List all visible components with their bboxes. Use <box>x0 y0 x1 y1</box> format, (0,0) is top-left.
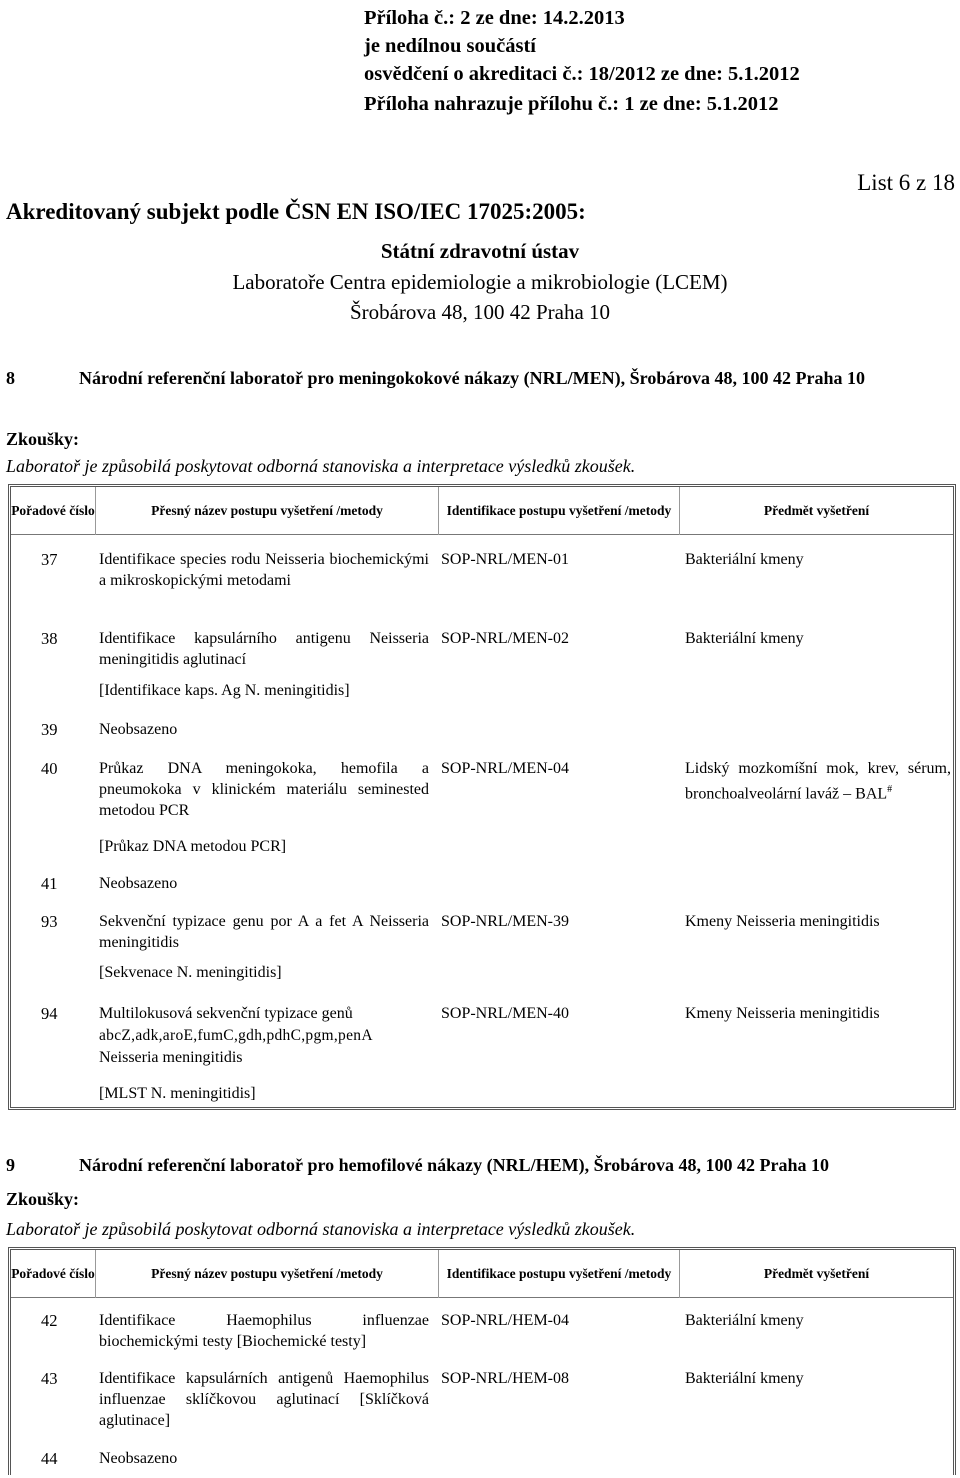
column-divider <box>679 487 680 535</box>
column-divider <box>679 1250 680 1298</box>
row-number: 94 <box>41 1004 58 1023</box>
accredited-subject-heading: Akreditovaný subjekt podle ČSN EN ISO/IEC 17025:2005: <box>6 199 586 224</box>
column-divider <box>95 487 96 535</box>
examination-subject: Bakteriální kmeny <box>685 630 804 647</box>
section-8-number: 8 <box>6 368 15 388</box>
section-8-title: Národní referenční laboratoř pro meningokokové nákazy (NRL/MEN), Šrobárova 48, 100 42 Praha 10 <box>79 368 866 388</box>
row-number: 44 <box>41 1449 58 1468</box>
section-8-table <box>8 484 956 1110</box>
header-subject: Předmět vyšetření <box>763 503 870 518</box>
method-gene-list: abcZ,adk,aroE,fumC,gdh,pdhC,pgm,penA <box>99 1027 373 1044</box>
annex-replaces: Příloha nahrazuje přílohu č.: 1 ze dne: 5.1.2012 <box>364 93 779 115</box>
row-number: 93 <box>41 912 58 931</box>
row-number: 39 <box>41 720 58 739</box>
method-name: Identifikace species rodu Neisseria biochemickými a mikroskopickými metodami <box>99 551 429 589</box>
method-id: SOP-NRL/HEM-04 <box>441 1312 570 1329</box>
header-method-id: Identifikace postupu vyšetření /metody <box>446 1266 672 1281</box>
section-9-table <box>8 1247 956 1475</box>
examination-subject: Bakteriální kmeny <box>685 1312 804 1329</box>
column-divider <box>438 487 439 535</box>
subject-text: Lidský mozkomíšní mok, krev, sérum, bronchoalveolární laváž – BAL <box>685 760 951 803</box>
row-number: 38 <box>41 629 58 648</box>
method-short-name: [MLST N. meningitidis] <box>99 1085 256 1102</box>
column-divider <box>438 1250 439 1298</box>
method-organism: Neisseria meningitidis <box>99 1049 243 1066</box>
row-number: 40 <box>41 759 58 778</box>
method-id: SOP-NRL/MEN-01 <box>441 551 570 568</box>
examination-subject: Bakteriální kmeny <box>685 1370 804 1387</box>
method-name: Identifikace Haemophilus influenzae biochemickými testy [Biochemické testy] <box>99 1312 429 1350</box>
section-9-statement: Laboratoř je způsobilá poskytovat odborná stanoviska a interpretace výsledků zkoušek. <box>6 1219 636 1239</box>
method-name: Neobsazeno <box>99 1450 178 1467</box>
header-order: Pořadové číslo <box>11 503 95 518</box>
method-name: Identifikace kapsulárního antigenu Neisseria meningitidis aglutinací <box>99 630 429 668</box>
accreditation-certificate: osvědčení o akreditaci č.: 18/2012 ze dne: 5.1.2012 <box>364 63 800 85</box>
method-name: Neobsazeno <box>99 875 178 892</box>
institution-name: Státní zdravotní ústav <box>380 239 580 263</box>
header-subject: Předmět vyšetření <box>763 1266 870 1281</box>
method-name: Sekvenční typizace genu por A a fet A Neisseria meningitidis <box>99 913 429 951</box>
header-method-name: Přesný název postupu vyšetření /metody <box>151 1266 383 1281</box>
examination-subject: Kmeny Neisseria meningitidis <box>685 1005 880 1022</box>
section-9-title: Národní referenční laboratoř pro hemofilové nákazy (NRL/HEM), Šrobárova 48, 100 42 Praha 10 <box>79 1155 829 1175</box>
row-number: 43 <box>41 1369 58 1388</box>
table-header-row <box>11 1250 953 1298</box>
section-9-number: 9 <box>6 1155 15 1175</box>
annex-part-of: je nedílnou součástí <box>364 35 536 57</box>
method-id: SOP-NRL/MEN-04 <box>441 760 570 777</box>
method-id: SOP-NRL/HEM-08 <box>441 1370 570 1387</box>
method-name: Identifikace kapsulárních antigenů Haemophilus influenzae sklíčkovou aglutinací [Sklíčková aglutinace] <box>99 1370 429 1429</box>
examination-subject: Bakteriální kmeny <box>685 551 804 568</box>
table-header-row <box>11 487 953 535</box>
row-number: 41 <box>41 874 58 893</box>
method-name: Neobsazeno <box>99 721 178 738</box>
institution-address: Šrobárova 48, 100 42 Praha 10 <box>349 300 611 324</box>
institution-department: Laboratoře Centra epidemiologie a mikrobiologie (LCEM) <box>232 270 728 294</box>
examination-subject: Kmeny Neisseria meningitidis <box>685 913 880 930</box>
annex-number: Příloha č.: 2 ze dne: 14.2.2013 <box>364 7 625 29</box>
header-method-id: Identifikace postupu vyšetření /metody <box>446 503 672 518</box>
method-short-name: [Průkaz DNA metodou PCR] <box>99 838 287 855</box>
section-8-tests-label: Zkoušky: <box>6 429 80 449</box>
method-name: Multilokusová sekvenční typizace genů <box>99 1005 353 1022</box>
method-short-name: [Sekvenace N. meningitidis] <box>99 964 282 981</box>
row-number: 37 <box>41 550 58 569</box>
section-8-statement: Laboratoř je způsobilá poskytovat odborná stanoviska a interpretace výsledků zkoušek. <box>6 456 636 476</box>
method-name: Průkaz DNA meningokoka, hemofila a pneumokoka v klinickém materiálu seminested metodou PCR <box>99 760 429 819</box>
method-short-name: [Identifikace kaps. Ag N. meningitidis] <box>99 682 350 699</box>
method-id: SOP-NRL/MEN-39 <box>441 913 570 930</box>
method-id: SOP-NRL/MEN-40 <box>441 1005 570 1022</box>
subject-footnote-mark: # <box>887 784 893 795</box>
header-method-name: Přesný název postupu vyšetření /metody <box>151 503 383 518</box>
section-9-tests-label: Zkoušky: <box>6 1189 80 1209</box>
page-number: List 6 z 18 <box>857 170 955 195</box>
method-id: SOP-NRL/MEN-02 <box>441 630 570 647</box>
examination-subject <box>685 758 951 804</box>
column-divider <box>95 1250 96 1298</box>
row-number: 42 <box>41 1311 58 1330</box>
header-order: Pořadové číslo <box>11 1266 95 1281</box>
